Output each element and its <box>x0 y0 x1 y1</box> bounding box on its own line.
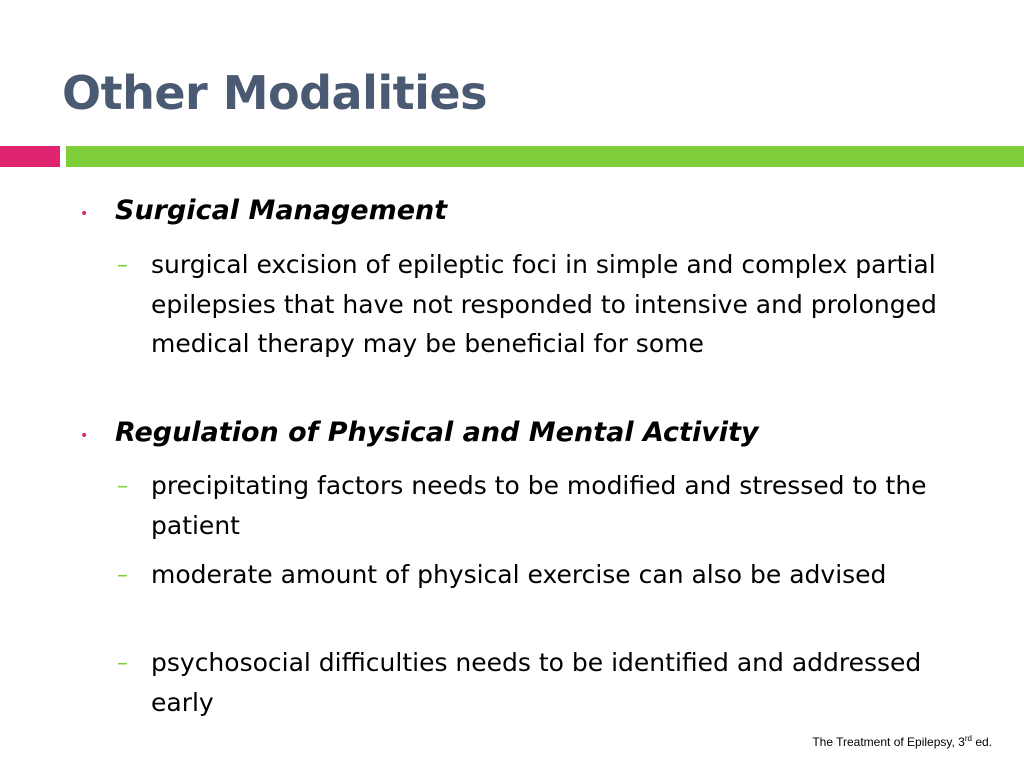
dash-icon: – <box>117 563 128 588</box>
citation-text: The Treatment of Epilepsy, 3 <box>812 735 965 749</box>
dash-icon: – <box>117 253 128 278</box>
bullet-heading: Regulation of Physical and Mental Activity <box>115 417 759 448</box>
slide-title: Other Modalities <box>62 66 487 120</box>
sub-item: psychosocial difficulties needs to be identified and addressed early <box>151 648 922 717</box>
bullet-icon: • <box>80 428 89 444</box>
dash-icon: – <box>117 474 128 499</box>
sub-item: precipitating factors needs to be modified and stressed to the patient <box>151 471 927 540</box>
bullet-heading: Surgical Management <box>115 195 448 226</box>
sub-item: surgical excision of epileptic foci in simple and complex partial epilepsies that have not responded to intensive and prolonged medical therapy may be beneficial for some <box>151 250 937 358</box>
accent-bar-green <box>66 146 1024 167</box>
citation-superscript: rd <box>964 734 972 743</box>
citation <box>812 734 992 749</box>
dash-icon: – <box>117 651 128 676</box>
citation-suffix: ed. <box>971 735 992 749</box>
bullet-icon: • <box>80 206 89 222</box>
accent-bar-pink <box>0 146 60 167</box>
sub-item: moderate amount of physical exercise can also be advised <box>151 560 887 589</box>
